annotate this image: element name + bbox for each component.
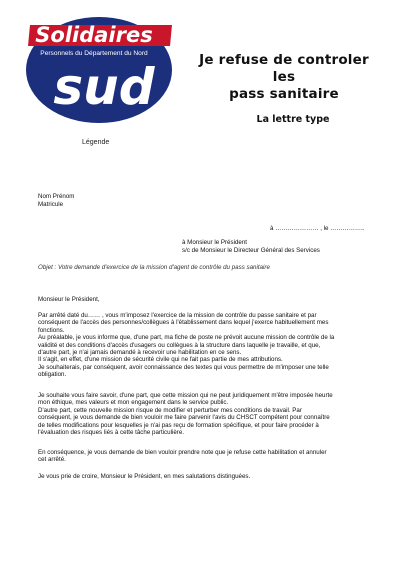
sender-id: Matricule <box>38 201 64 208</box>
paragraph-line: Il s'agit, en effet, d'une mission de sécurité civile qui ne fait pas partie de mes attributions. <box>38 356 283 364</box>
paragraph-line: conséquent, je vous demande de bien vouloir me faire parvenir l'avis du CHSCT compétent pour connaître <box>38 414 330 422</box>
page-subtitle: La lettre type <box>256 114 330 125</box>
paragraph-line: D'autre part, cette nouvelle mission risque de modifier et perturber mes conditions de travail. Par <box>38 406 302 414</box>
paragraph-1 <box>38 312 364 379</box>
paragraph-2 <box>38 392 364 436</box>
paragraph-3 <box>38 449 364 464</box>
paragraph-line: cet arrêté. <box>38 456 66 464</box>
paragraph-line: validité et des conditions d'accès d'usagers ou collègues à la structure dans laquelle je travaille, et que, <box>38 341 321 349</box>
paragraph-line: l'évaluation des risques liés à cette tâche particulière. <box>38 429 184 437</box>
paragraph-4 <box>38 473 364 480</box>
title-line-1: Je refuse de controler les <box>199 52 369 85</box>
paragraph-line: Je vous prie de croire, Monsieur le Président, en mes salutations distinguées. <box>38 473 251 480</box>
recipient-line-1: à Monsieur le Président <box>182 239 248 246</box>
place-date: à ………………… , le …………….. <box>270 225 365 232</box>
recipient-line-2: s/c de Monsieur le Directeur Général des Services <box>182 247 320 254</box>
letter-subject: Objet : Votre demande d'exercice de la mission d'agent de contrôle du pass sanitaire <box>38 264 270 271</box>
paragraph-line: conséquent de l'accès des personnes/collègues à l'établissement dans lequel j'exerce habituellement mes <box>38 319 329 327</box>
title-block <box>186 52 382 125</box>
paragraph-line: mon éthique, mes valeurs et mon engagement dans le service public. <box>38 399 229 407</box>
paragraph-line: Par arrêté daté du…… , vous m'imposez l'exercice de la mission de contrôle du passe sanitaire et par <box>38 312 317 319</box>
logo-brand: Solidaires <box>35 23 153 47</box>
paragraph-line: Au préalable, je vous informe que, d'une part, ma fiche de poste ne prévoit aucune mission de contrôle de la <box>38 334 335 342</box>
title-line-2: pass sanitaire <box>229 86 339 102</box>
logo-tagline: Personnels du Département du Nord <box>40 50 148 57</box>
paragraph-line: En conséquence, je vous demande de bien vouloir prendre note que je refuse cette habilitation et annuler <box>38 449 327 456</box>
paragraph-line: fonctions. <box>38 326 65 334</box>
page-title <box>186 52 382 103</box>
paragraph-line: obligation. <box>38 371 67 379</box>
paragraph-line: Je souhaite vous faire savoir, d'une part, que cette mission qui ne peut juridiquement m'être imposée heurte <box>38 392 333 399</box>
solidaires-sud-logo <box>24 12 174 124</box>
salutation: Monsieur le Président, <box>38 296 100 303</box>
paragraph-line: de telles modifications pour lesquelles je n'ai pas reçu de formation spécifique, et pour faire procéder à <box>38 421 319 429</box>
sender-name: Nom Prénom <box>38 193 75 200</box>
logo-sud-mark: sud <box>53 58 155 116</box>
paragraph-line: Je souhaiterais, par conséquent, avoir connaissance des textes qui vous permettre de m'imposer une telle <box>38 363 329 371</box>
paragraph-line: d'autre part, je n'ai jamais demandé à recevoir une habilitation en ce sens. <box>38 349 242 357</box>
logo-caption: Légende <box>82 139 110 146</box>
